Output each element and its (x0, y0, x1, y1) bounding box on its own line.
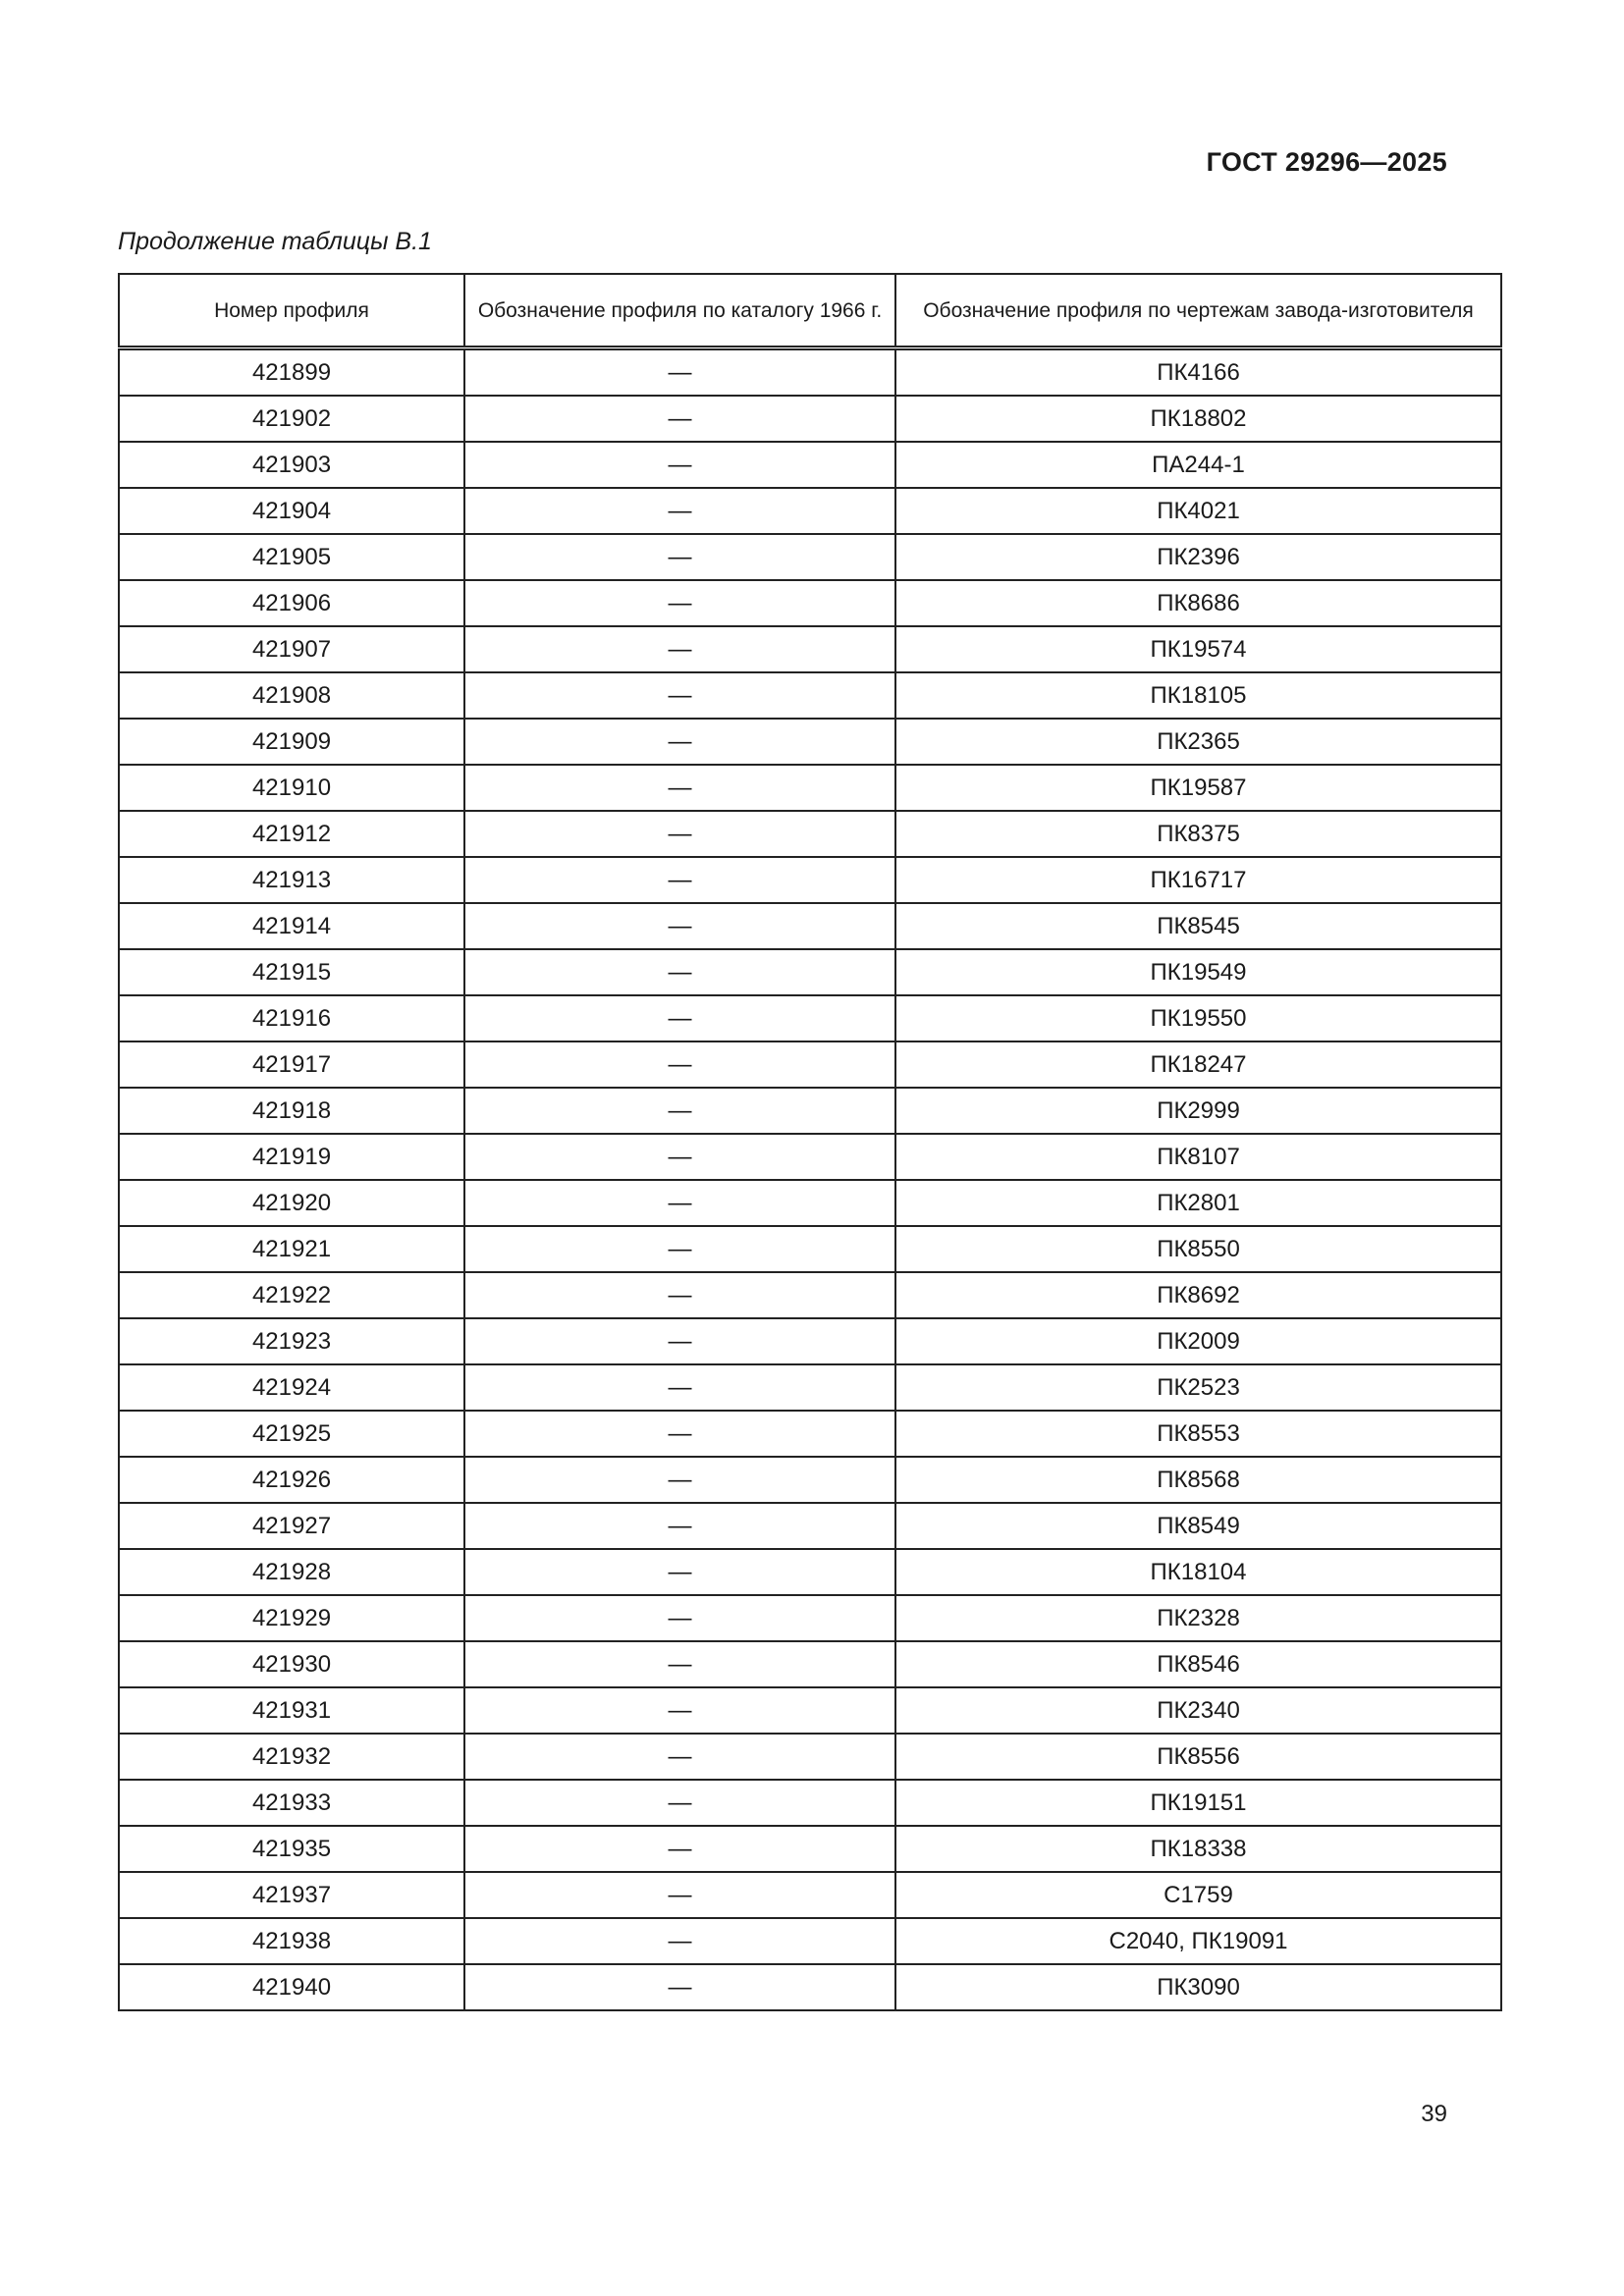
cell-profile-number: 421924 (119, 1364, 464, 1411)
cell-profile-number: 421927 (119, 1503, 464, 1549)
cell-catalog-1966: — (464, 1780, 895, 1826)
cell-factory-designation: ПК8549 (895, 1503, 1501, 1549)
cell-profile-number: 421903 (119, 442, 464, 488)
cell-factory-designation: ПК8568 (895, 1457, 1501, 1503)
cell-catalog-1966: — (464, 903, 895, 949)
cell-profile-number: 421940 (119, 1964, 464, 2010)
cell-catalog-1966: — (464, 672, 895, 719)
cell-profile-number: 421931 (119, 1687, 464, 1734)
cell-catalog-1966: — (464, 1041, 895, 1088)
cell-factory-designation: ПК8546 (895, 1641, 1501, 1687)
cell-profile-number: 421914 (119, 903, 464, 949)
column-header-profile-number: Номер профиля (119, 274, 464, 348)
cell-factory-designation: ПК16717 (895, 857, 1501, 903)
cell-profile-number: 421933 (119, 1780, 464, 1826)
table-row (119, 1503, 1501, 1549)
cell-factory-designation: ПК18104 (895, 1549, 1501, 1595)
cell-catalog-1966: — (464, 1411, 895, 1457)
cell-catalog-1966: — (464, 765, 895, 811)
cell-profile-number: 421929 (119, 1595, 464, 1641)
table-row (119, 857, 1501, 903)
cell-factory-designation: ПА244-1 (895, 442, 1501, 488)
page-number: 39 (1421, 2101, 1447, 2127)
cell-factory-designation: ПК18247 (895, 1041, 1501, 1088)
cell-profile-number: 421937 (119, 1872, 464, 1918)
cell-factory-designation: ПК2999 (895, 1088, 1501, 1134)
cell-profile-number: 421919 (119, 1134, 464, 1180)
table-row (119, 672, 1501, 719)
cell-catalog-1966: — (464, 580, 895, 626)
table-row (119, 1918, 1501, 1964)
cell-profile-number: 421909 (119, 719, 464, 765)
table-row (119, 442, 1501, 488)
table-row (119, 1180, 1501, 1226)
cell-catalog-1966: — (464, 488, 895, 534)
cell-profile-number: 421918 (119, 1088, 464, 1134)
cell-factory-designation: ПК8553 (895, 1411, 1501, 1457)
cell-factory-designation: ПК2009 (895, 1318, 1501, 1364)
cell-catalog-1966: — (464, 1641, 895, 1687)
cell-catalog-1966: — (464, 1318, 895, 1364)
cell-profile-number: 421913 (119, 857, 464, 903)
cell-profile-number: 421899 (119, 348, 464, 397)
cell-profile-number: 421910 (119, 765, 464, 811)
cell-profile-number: 421904 (119, 488, 464, 534)
cell-profile-number: 421902 (119, 396, 464, 442)
cell-catalog-1966: — (464, 811, 895, 857)
cell-catalog-1966: — (464, 626, 895, 672)
cell-factory-designation: ПК8550 (895, 1226, 1501, 1272)
table-row (119, 626, 1501, 672)
table-header-row (119, 274, 1501, 348)
cell-profile-number: 421906 (119, 580, 464, 626)
cell-catalog-1966: — (464, 949, 895, 995)
cell-factory-designation: ПК19550 (895, 995, 1501, 1041)
cell-profile-number: 421907 (119, 626, 464, 672)
cell-factory-designation: ПК8692 (895, 1272, 1501, 1318)
cell-factory-designation: ПК2523 (895, 1364, 1501, 1411)
cell-catalog-1966: — (464, 1687, 895, 1734)
table-row (119, 1687, 1501, 1734)
table-row (119, 1134, 1501, 1180)
table-caption: Продолжение таблицы В.1 (118, 228, 432, 255)
cell-catalog-1966: — (464, 995, 895, 1041)
cell-factory-designation: ПК19587 (895, 765, 1501, 811)
cell-catalog-1966: — (464, 1918, 895, 1964)
cell-profile-number: 421928 (119, 1549, 464, 1595)
table-row (119, 396, 1501, 442)
cell-profile-number: 421935 (119, 1826, 464, 1872)
table-row (119, 1549, 1501, 1595)
cell-profile-number: 421912 (119, 811, 464, 857)
table-row (119, 765, 1501, 811)
cell-factory-designation: ПК18802 (895, 396, 1501, 442)
cell-profile-number: 421938 (119, 1918, 464, 1964)
cell-factory-designation: ПК2396 (895, 534, 1501, 580)
cell-profile-number: 421920 (119, 1180, 464, 1226)
cell-profile-number: 421915 (119, 949, 464, 995)
cell-profile-number: 421908 (119, 672, 464, 719)
table-row (119, 995, 1501, 1041)
table-row (119, 1364, 1501, 1411)
cell-profile-number: 421932 (119, 1734, 464, 1780)
cell-factory-designation: ПК19151 (895, 1780, 1501, 1826)
cell-factory-designation: ПК2801 (895, 1180, 1501, 1226)
profiles-table (118, 273, 1502, 2011)
cell-catalog-1966: — (464, 396, 895, 442)
table-row (119, 811, 1501, 857)
cell-factory-designation: С2040, ПК19091 (895, 1918, 1501, 1964)
table-body (119, 348, 1501, 2011)
table-row (119, 1411, 1501, 1457)
table-row (119, 348, 1501, 397)
table-row (119, 719, 1501, 765)
cell-catalog-1966: — (464, 1826, 895, 1872)
cell-factory-designation: ПК18338 (895, 1826, 1501, 1872)
cell-catalog-1966: — (464, 442, 895, 488)
cell-catalog-1966: — (464, 1595, 895, 1641)
cell-catalog-1966: — (464, 857, 895, 903)
cell-profile-number: 421905 (119, 534, 464, 580)
cell-catalog-1966: — (464, 1457, 895, 1503)
cell-factory-designation: ПК8107 (895, 1134, 1501, 1180)
table-row (119, 1826, 1501, 1872)
cell-profile-number: 421916 (119, 995, 464, 1041)
table-row (119, 1088, 1501, 1134)
table-row (119, 949, 1501, 995)
table-row (119, 1272, 1501, 1318)
table-row (119, 488, 1501, 534)
cell-catalog-1966: — (464, 1364, 895, 1411)
document-code: ГОСТ 29296—2025 (1206, 147, 1447, 177)
cell-factory-designation: ПК4166 (895, 348, 1501, 397)
cell-catalog-1966: — (464, 1964, 895, 2010)
column-header-factory-drawings: Обозначение профиля по чертежам завода-изготовителя (895, 274, 1501, 348)
cell-profile-number: 421925 (119, 1411, 464, 1457)
cell-catalog-1966: — (464, 1272, 895, 1318)
table-row (119, 1318, 1501, 1364)
cell-factory-designation: ПК8375 (895, 811, 1501, 857)
cell-catalog-1966: — (464, 1872, 895, 1918)
table-row (119, 903, 1501, 949)
cell-factory-designation: ПК8556 (895, 1734, 1501, 1780)
table-row (119, 580, 1501, 626)
cell-catalog-1966: — (464, 1226, 895, 1272)
table-row (119, 1964, 1501, 2010)
cell-factory-designation: ПК19574 (895, 626, 1501, 672)
cell-catalog-1966: — (464, 1134, 895, 1180)
table-row (119, 1641, 1501, 1687)
cell-catalog-1966: — (464, 1549, 895, 1595)
cell-factory-designation: ПК19549 (895, 949, 1501, 995)
cell-profile-number: 421923 (119, 1318, 464, 1364)
cell-catalog-1966: — (464, 1180, 895, 1226)
table-row (119, 534, 1501, 580)
cell-profile-number: 421926 (119, 1457, 464, 1503)
table-row (119, 1457, 1501, 1503)
cell-profile-number: 421917 (119, 1041, 464, 1088)
cell-factory-designation: С1759 (895, 1872, 1501, 1918)
table-row (119, 1226, 1501, 1272)
cell-factory-designation: ПК2340 (895, 1687, 1501, 1734)
cell-factory-designation: ПК4021 (895, 488, 1501, 534)
table-row (119, 1734, 1501, 1780)
cell-catalog-1966: — (464, 1734, 895, 1780)
cell-catalog-1966: — (464, 348, 895, 397)
cell-catalog-1966: — (464, 534, 895, 580)
cell-profile-number: 421922 (119, 1272, 464, 1318)
cell-catalog-1966: — (464, 1503, 895, 1549)
cell-factory-designation: ПК8686 (895, 580, 1501, 626)
cell-factory-designation: ПК8545 (895, 903, 1501, 949)
table-row (119, 1872, 1501, 1918)
cell-catalog-1966: — (464, 719, 895, 765)
cell-catalog-1966: — (464, 1088, 895, 1134)
cell-factory-designation: ПК2365 (895, 719, 1501, 765)
cell-profile-number: 421930 (119, 1641, 464, 1687)
cell-factory-designation: ПК18105 (895, 672, 1501, 719)
column-header-catalog-1966: Обозначение профиля по каталогу 1966 г. (464, 274, 895, 348)
table-row (119, 1595, 1501, 1641)
table-row (119, 1780, 1501, 1826)
cell-profile-number: 421921 (119, 1226, 464, 1272)
table-row (119, 1041, 1501, 1088)
cell-factory-designation: ПК2328 (895, 1595, 1501, 1641)
cell-factory-designation: ПК3090 (895, 1964, 1501, 2010)
